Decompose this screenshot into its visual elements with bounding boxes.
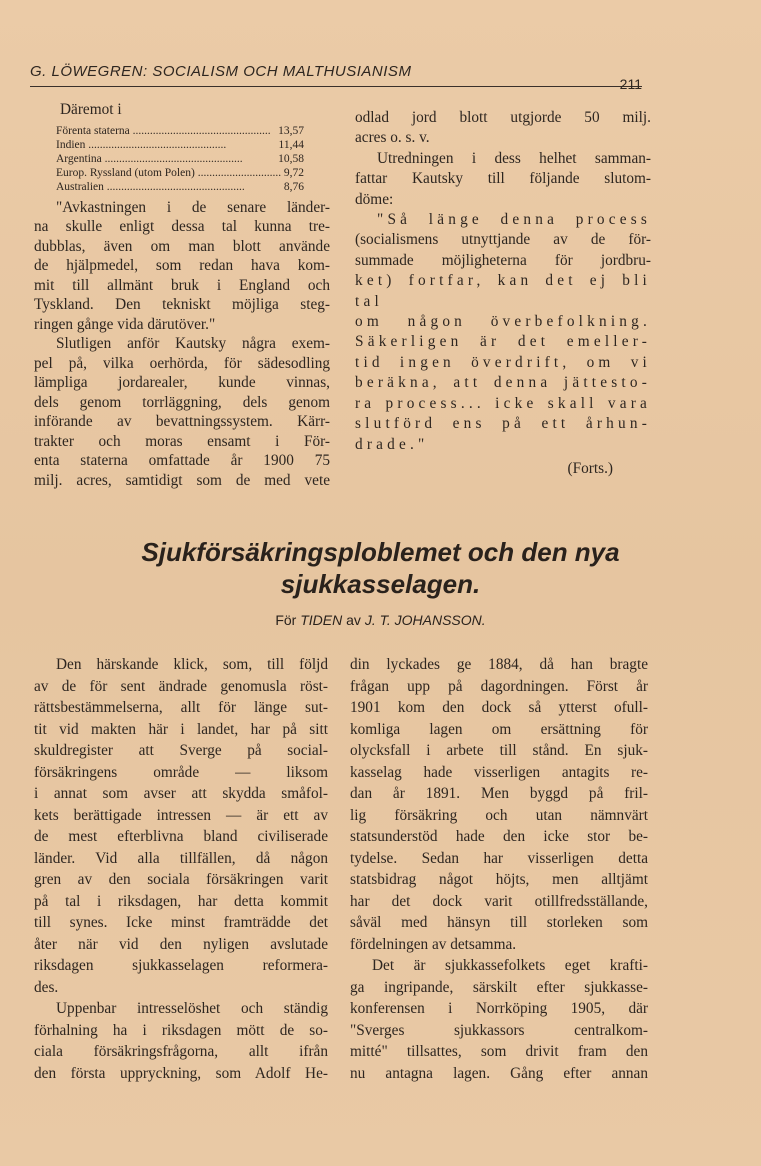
- text-line: Tyskland. Den tekniskt möjliga steg-: [34, 296, 330, 313]
- bottom-right-column: [350, 654, 648, 1084]
- text-line: nu antagna lagen. Gång efter annan: [350, 1064, 648, 1082]
- top-right-column: [355, 108, 651, 479]
- stat-label: Förenta staterna .....: [56, 124, 275, 138]
- intro-text: Däremot i: [60, 101, 122, 118]
- text-line: den första uppryckning, som Adolf He-: [34, 1064, 328, 1082]
- text-line: ciala försäkringsfrågorna, allt ifrån: [34, 1043, 328, 1060]
- page-header: [30, 60, 642, 92]
- text-line: mitté" tillsattes, som drivit fram den: [350, 1043, 648, 1060]
- stat-value: 10,58: [278, 152, 304, 165]
- text-line: Det är sjukkassefolkets eget krafti-: [372, 957, 648, 974]
- stat-row: [56, 152, 304, 166]
- stat-table: [56, 124, 304, 194]
- stat-label: Europ. Ryssland (utom Polen) .....: [56, 166, 281, 180]
- text-line: din lyckades ge 1884, då han bragte: [350, 656, 648, 673]
- text-line: olycksfall i arbete till stånd. En sjuk-: [350, 742, 648, 759]
- page-number: 211: [619, 76, 642, 92]
- text-line: tit vid makten här i landet, har på sitt: [34, 720, 328, 738]
- byline-author: J. T. JOHANSSON.: [364, 612, 486, 628]
- text-line: fattar Kautsky till följande slutom-: [355, 170, 651, 188]
- text-line: lämpliga jordarealer, kunde vinnas,: [34, 374, 330, 391]
- text-line: konferensen i Norrköping 1905, där: [350, 1000, 648, 1017]
- text-line: enta staterna omfattade år 1900 75: [34, 452, 330, 469]
- text-line: drade.": [355, 435, 429, 453]
- text-line: ra process... icke skall vara: [355, 394, 651, 412]
- text-line: slutförd ens på ett århun-: [355, 415, 651, 433]
- text-line: statsunderstöd hade den icke stor be-: [350, 828, 648, 845]
- text-line: trakter och moras ensamt i För-: [34, 432, 330, 450]
- text-line: summade möjligheterna för jordbru-: [355, 251, 651, 269]
- text-line: kasselag hade visserligen antagits re-: [350, 763, 648, 781]
- text-line: "Så länge denna process: [377, 211, 651, 229]
- text-line: dels genom torrläggning, dels genom: [34, 393, 330, 411]
- stat-row: [56, 166, 304, 180]
- text-line: åter när vid den nyligen avslutade: [34, 935, 328, 953]
- text-line: beräkna, att denna jättesto-: [355, 374, 651, 392]
- text-line: odlad jord blott utgjorde 50 milj.: [355, 109, 651, 126]
- text-line: (socialismens utnyttjande av de för-: [355, 231, 651, 249]
- text-line: tydelse. Sedan har visserligen detta: [350, 849, 648, 867]
- stat-label: Argentina .....: [56, 152, 275, 166]
- stat-value: 8,76: [283, 180, 304, 193]
- text-line: ket) fortfar, kan det ej bli tal: [355, 272, 651, 310]
- text-line: Säkerligen är det emeller-: [355, 333, 651, 351]
- text-line: gren av den sociala försäkringen varit: [34, 871, 328, 888]
- text-line: döme:: [355, 190, 394, 208]
- text-line: 1901 kom den dock så ytterst ofull-: [350, 699, 648, 716]
- text-line: ringen gånge vida därutöver.": [34, 315, 216, 333]
- text-line: des.: [34, 978, 59, 996]
- stat-label: Australien .....: [56, 180, 281, 194]
- text-line: Uppenbar intresselöshet och ständig: [56, 1000, 328, 1017]
- text-line: statsbidrag något höjts, men alltjämt: [350, 871, 648, 888]
- text-line: ga ingripande, särskilt efter sjukkasse-: [350, 978, 648, 996]
- stat-row: [56, 180, 304, 194]
- stat-row: [56, 138, 304, 152]
- text-line: kets berättigade intressen — är ett av: [34, 806, 328, 824]
- text-line: Utredningen i dess helhet samman-: [377, 149, 651, 167]
- text-line: de mest efterblivna bland civiliserade: [34, 828, 328, 845]
- text-line: rättsbestämmelserna, allt för länge sut-: [34, 699, 328, 716]
- text-line: skuldregister att Sverge på social-: [34, 742, 328, 759]
- text-line: "Sverges sjukkassors centralkom-: [350, 1021, 648, 1039]
- continued-note: (Forts.): [567, 459, 613, 477]
- text-line: såväl med hänsyn till storleken som: [350, 914, 648, 931]
- text-line: införande av bevattningssystem. Kärr-: [34, 413, 330, 430]
- text-line: "Avkastningen i de senare länder-: [56, 198, 330, 216]
- text-line: fördelningen av detsamma.: [350, 935, 517, 953]
- text-line: mit till allmänt bruk i England och: [34, 276, 330, 294]
- text-line: na skulle enligt dessa tal kunna tre-: [34, 218, 330, 235]
- stat-value: 13,57: [278, 124, 304, 137]
- stat-row: [56, 124, 304, 138]
- text-line: lig försäkring och utan nämnvärt: [350, 806, 648, 824]
- text-line: om någon överbefolkning.: [355, 313, 651, 331]
- stat-value: 11,44: [278, 138, 304, 151]
- text-line: till synes. Icke minst framträdde det: [34, 914, 328, 931]
- text-line: komliga lagen om ersättning för: [350, 720, 648, 738]
- text-line: acres o. s. v.: [355, 129, 430, 147]
- text-line: de hjälpmedel, som redan hava kom-: [34, 257, 330, 274]
- text-line: riksdagen sjukkasselagen reformera-: [34, 957, 328, 974]
- text-line: tid ingen överdrift, om vi: [355, 353, 651, 371]
- byline-publication: TIDEN: [300, 612, 343, 628]
- top-left-column: [34, 100, 330, 490]
- article-title: [0, 536, 761, 600]
- byline-by: av: [346, 612, 361, 628]
- text-line: Den härskande klick, som, till följd: [56, 656, 328, 673]
- article-title-line: Sjukförsäkringsploblemet och den nya: [141, 537, 620, 567]
- text-line: pel på, vilka oerhörda, för sädesodling: [34, 354, 330, 372]
- stat-value: 9,72: [283, 166, 304, 179]
- article-byline: [0, 612, 761, 628]
- text-line: dubblas, även om man blott använde: [34, 237, 330, 255]
- text-line: har det dock varit otillfredsställande,: [350, 892, 648, 910]
- text-line: i annat som avser att skydda småfol-: [34, 785, 328, 802]
- byline-prefix: För: [275, 612, 297, 628]
- running-head: G. LÖWEGREN: SOCIALISM OCH MALTHUSIANISM: [30, 63, 412, 80]
- text-line: på tal i riksdagen, har detta kommit: [34, 892, 328, 910]
- text-line: försäkringens område — liksom: [34, 763, 328, 781]
- text-line: frågan upp på dagordningen. Först år: [350, 677, 648, 695]
- text-line: milj. acres, samtidigt som de med vete: [34, 471, 330, 489]
- article-title-line: sjukkasselagen.: [280, 569, 481, 599]
- text-line: dan år 1891. Men byggd på fril-: [350, 785, 648, 802]
- text-line: av de för sent ändrade genomusla röst-: [34, 677, 328, 695]
- text-line: förhalning ha i riksdagen mött de so-: [34, 1021, 328, 1039]
- stat-label: Indien .....: [56, 138, 276, 152]
- bottom-left-column: [34, 654, 328, 1084]
- text-line: Slutligen anför Kautsky några exem-: [56, 335, 330, 352]
- text-line: länder. Vid alla tillfällen, då någon: [34, 849, 328, 867]
